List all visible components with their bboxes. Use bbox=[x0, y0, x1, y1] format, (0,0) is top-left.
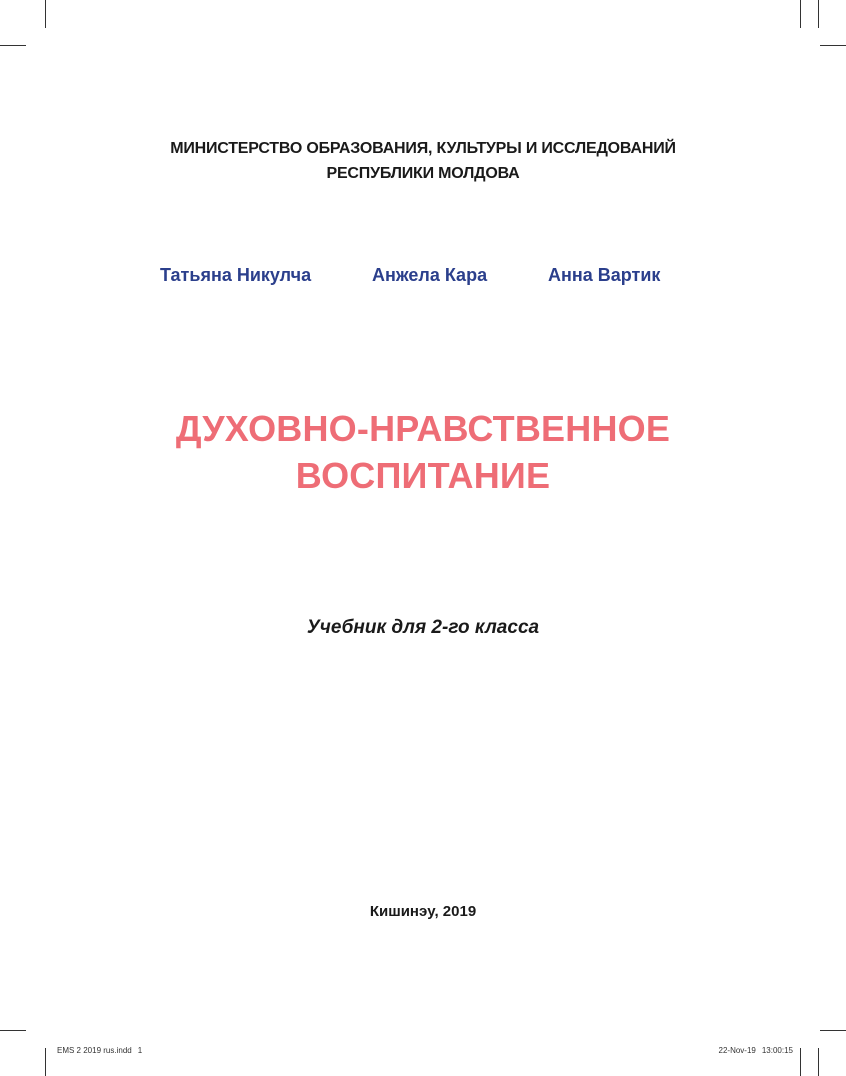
crop-mark-bottom-right-vertical bbox=[800, 1048, 801, 1076]
ministry-line-1: МИНИСТЕРСТВО ОБРАЗОВАНИЯ, КУЛЬТУРЫ И ИССЛЕДОВАНИЙ bbox=[170, 140, 676, 157]
crop-mark-top-left-vertical bbox=[45, 0, 46, 28]
slug-file-info bbox=[57, 1046, 142, 1055]
crop-mark-top-right-vertical bbox=[800, 0, 801, 28]
authors-list bbox=[160, 265, 690, 291]
book-title-line-2: ВОСПИТАНИЕ bbox=[295, 455, 551, 496]
slug-page-number: 1 bbox=[137, 1046, 143, 1055]
crop-mark-bottom-left-vertical bbox=[45, 1048, 46, 1076]
crop-mark-top-left-horizontal bbox=[0, 45, 26, 46]
author-name: Татьяна Никулча bbox=[160, 265, 312, 285]
crop-mark-top-right-vertical-2 bbox=[818, 0, 819, 28]
crop-mark-bottom-right-vertical-2 bbox=[818, 1048, 819, 1076]
author-name: Анжела Кара bbox=[372, 265, 488, 285]
slug-time: 13:00:15 bbox=[761, 1046, 793, 1055]
crop-mark-top-right-horizontal bbox=[820, 45, 846, 46]
book-title-line-1: ДУХОВНО-НРАВСТВЕННОЕ bbox=[175, 408, 671, 449]
crop-mark-bottom-right-horizontal bbox=[820, 1030, 846, 1031]
book-title bbox=[0, 405, 846, 499]
ministry-header bbox=[0, 136, 846, 186]
author-name: Анна Вартик bbox=[548, 265, 661, 285]
slug-date: 22-Nov-19 bbox=[718, 1046, 756, 1055]
book-subtitle: Учебник для 2-го класса bbox=[306, 617, 540, 638]
slug-timestamp bbox=[719, 1046, 794, 1055]
ministry-line-2: РЕСПУБЛИКИ МОЛДОВА bbox=[326, 165, 520, 182]
imprint-place-year: Кишинэу, 2019 bbox=[369, 903, 477, 920]
crop-mark-bottom-left-horizontal bbox=[0, 1030, 26, 1031]
slug-file-name: EMS 2 2019 rus.indd bbox=[57, 1046, 132, 1055]
